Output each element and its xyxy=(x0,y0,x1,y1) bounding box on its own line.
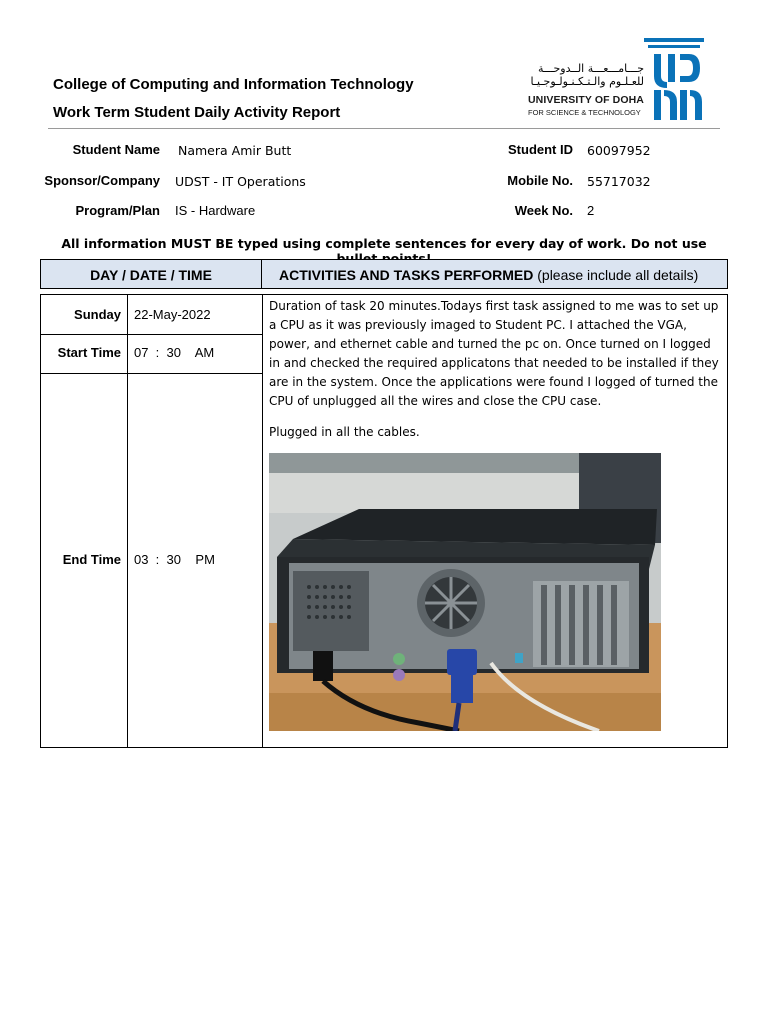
college-title: College of Computing and Information Technology xyxy=(53,76,414,93)
student-id-label: Student ID xyxy=(508,142,573,157)
header-day-date-time: DAY / DATE / TIME xyxy=(90,267,212,283)
cpu-photo xyxy=(269,453,661,731)
header-activities-note: (please include all details) xyxy=(537,267,699,283)
program-label: Program/Plan xyxy=(75,203,160,218)
header-activities: ACTIVITIES AND TASKS PERFORMED (please include all details) xyxy=(279,267,699,283)
university-logo xyxy=(520,32,720,124)
start-time-label: Start Time xyxy=(57,345,121,360)
activity-paragraph: Duration of task 20 minutes.Todays first task assigned to me was to set up a CPU as it was previously imaged to Student PC. I attached the VGA, power, and ethernet cable and turned the pc on. Once turned on I logged in and checked the required applicatons that needed to be installed if they are in the system. Once the applications were found I logged of turned the CPU of unplugged all the wires and close the CPU case. xyxy=(269,299,719,408)
activity-table xyxy=(40,294,728,748)
logo-tagline: FOR SCIENCE & TECHNOLOGY xyxy=(528,108,641,117)
instruction-notice: All information MUST BE typed using complete sentences for every day of work. Do not use xyxy=(61,236,707,251)
week-value: 2 xyxy=(587,203,595,218)
activity-description xyxy=(269,297,721,454)
logo-arabic-text: جـــامـــعـــة الــدوحـــة للعـلـوم والـتـكـنـولـوجـيـا xyxy=(530,62,644,88)
report-title: Work Term Student Daily Activity Report xyxy=(53,104,341,121)
cpu-rear-image xyxy=(269,453,661,731)
day-value: Sunday xyxy=(74,307,121,322)
student-name-value: Namera Amir Butt xyxy=(178,143,292,158)
mobile-label: Mobile No. xyxy=(507,173,573,188)
start-time-value: 07 : 30 AM xyxy=(134,345,215,360)
activity-paragraph: Plugged in all the cables. xyxy=(269,425,420,439)
week-label: Week No. xyxy=(514,203,573,218)
activity-table-header xyxy=(40,259,728,289)
end-time-value: 03 : 30 PM xyxy=(134,552,215,567)
udst-emblem-icon xyxy=(644,38,706,122)
sponsor-label: Sponsor/Company xyxy=(44,173,160,188)
student-id-value: 60097952 xyxy=(587,143,651,158)
program-value: IS - Hardware xyxy=(175,203,256,218)
student-name-label: Student Name xyxy=(72,142,160,157)
date-value: 22-May-2022 xyxy=(134,307,211,322)
end-time-label: End Time xyxy=(62,552,121,567)
sponsor-value: UDST - IT Operations xyxy=(175,174,306,189)
header-divider xyxy=(48,128,720,129)
logo-university-name: UNIVERSITY OF DOHA xyxy=(528,94,644,106)
mobile-value: 55717032 xyxy=(587,174,651,189)
